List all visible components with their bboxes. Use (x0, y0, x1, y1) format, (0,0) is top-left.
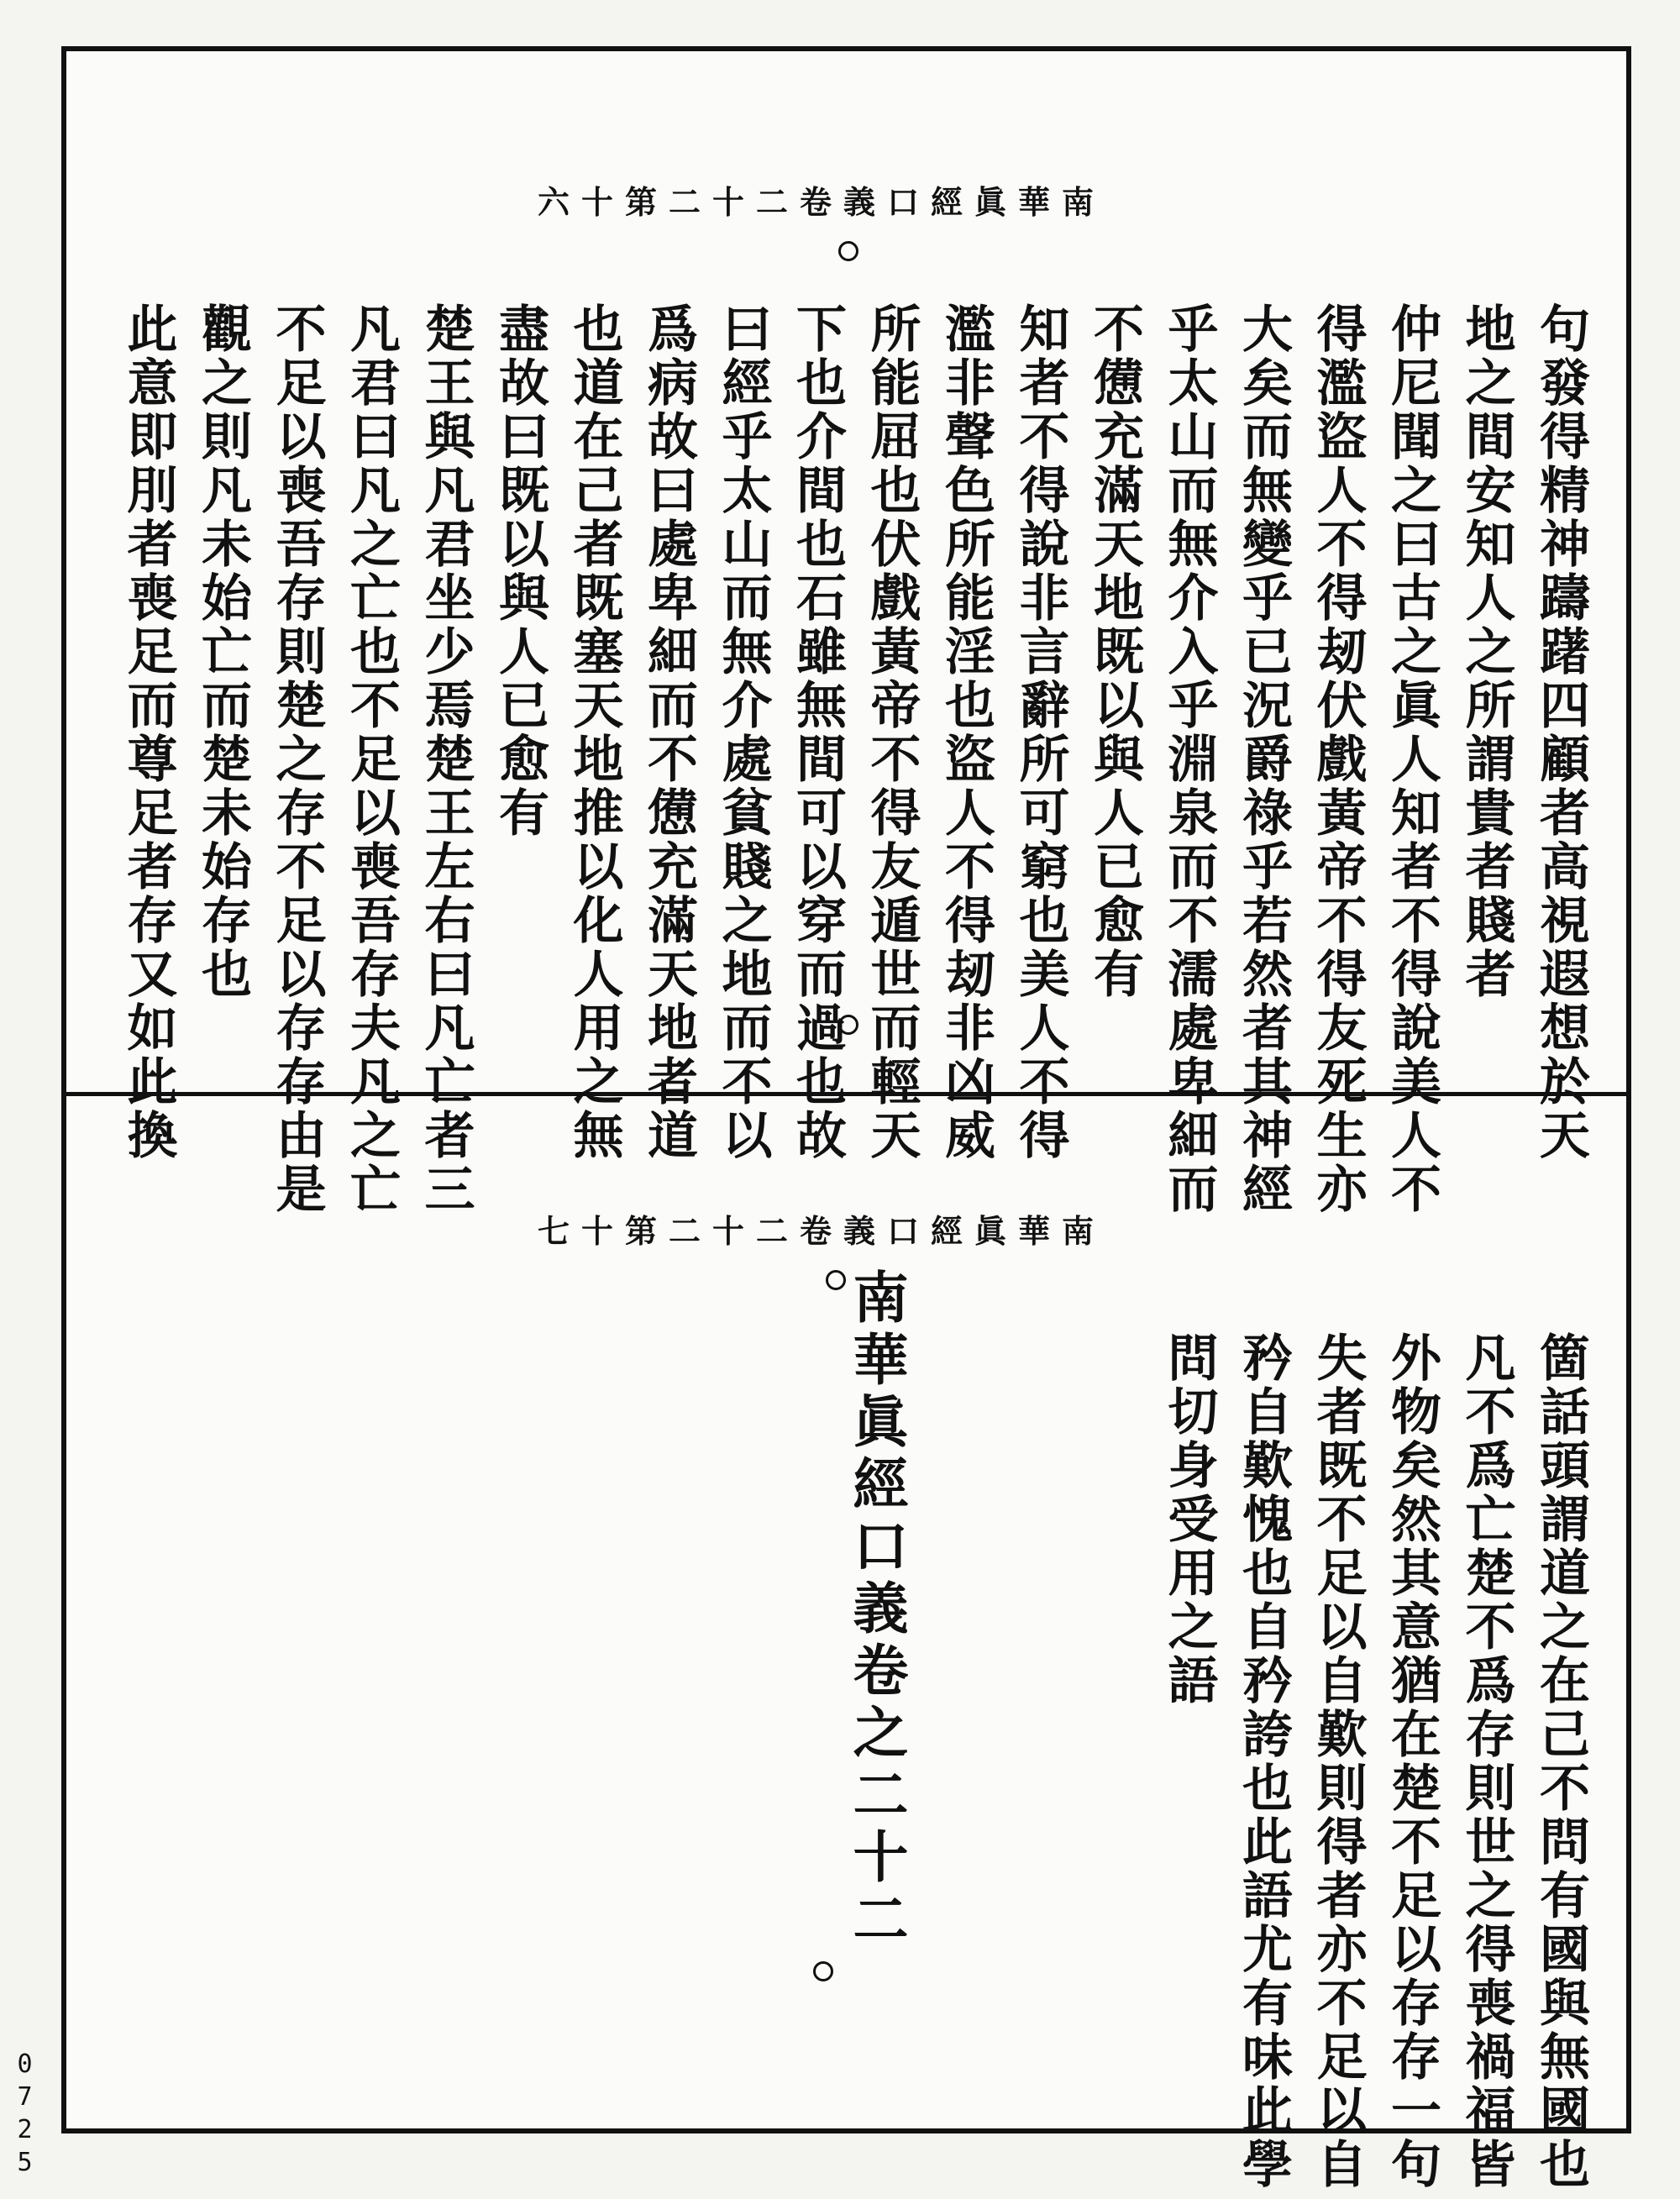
text-column: 曰經乎太山而無介處貧賤之地而不以 (713, 302, 773, 1162)
text-column: 凡不爲亡楚不爲存則世之得喪禍福皆 (1457, 1331, 1516, 2191)
lower-header: 南華眞經口義卷二十二第十七 (538, 1212, 1106, 1250)
text-column: 下也介間也石雖無間可以穿而過也故 (788, 302, 847, 1162)
text-column: 爲病故曰處卑細而不憊充滿天地者道 (639, 302, 698, 1162)
text-column: 所能屈也伏戲黃帝不得友遁世而輕天 (862, 302, 921, 1162)
text-column: 凡君曰凡之亡也不足以喪吾存夫凡之亡 (342, 302, 401, 1216)
text-column: 也道在己者既塞天地推以化人用之無 (564, 302, 624, 1162)
text-column: 不憊充滿天地既以與人已愈有 (1085, 302, 1144, 1001)
text-column: 問切身受用之語 (1159, 1331, 1219, 1708)
text-column: 不足以喪吾存則楚之存不足以存存由是 (267, 302, 327, 1216)
text-column: 乎太山而無介入乎淵泉而不濡處卑細而 (1159, 302, 1219, 1216)
text-column: 大矣而無變乎已況爵祿乎若然者其神經 (1234, 302, 1293, 1216)
upper-header: 南華眞經口義卷二十二第十六 (538, 183, 1106, 221)
text-column: 地之間安知人之所謂貴者賤者 (1457, 302, 1516, 1001)
paragraph-mark-circle (838, 241, 858, 261)
text-column: 得濫盜人不得刼伏戲黃帝不得友死生亦 (1308, 302, 1368, 1216)
text-column: 觀之則凡未始亡而楚未始存也 (193, 302, 252, 1001)
text-column: 失者既不足以自歎則得者亦不足以自 (1308, 1331, 1368, 2191)
text-column: 知者不得說非言辭所可窮也美人不得 (1011, 302, 1070, 1162)
text-column: 外物矣然其意猶在楚不足以存存一句 (1383, 1331, 1441, 2191)
text-column: 楚王與凡君坐少焉楚王左右曰凡亡者三 (416, 302, 475, 1216)
closing-title: 南華眞經口義卷之二十二 (843, 1268, 909, 1952)
text-column: 盡故曰既以與人已愈有 (491, 302, 549, 840)
text-column: 仲尼聞之曰古之眞人知者不得說美人不 (1383, 302, 1441, 1216)
text-column: 箇話頭謂道之在己不問有國與無國也 (1531, 1331, 1590, 2191)
paragraph-mark-circle (813, 1961, 833, 1981)
text-column: 濫非聲色所能淫也盜人不得刼非凶威 (937, 302, 995, 1162)
text-column: 此意即刖者喪足而尊足者存又如此換 (118, 302, 178, 1162)
text-column: 矜自歎愧也自矜誇也此語尤有味此學 (1234, 1331, 1293, 2191)
page-number: 0725 (10, 2049, 39, 2181)
text-column: 句發得精神躊躇四顧者高視遐想於天 (1531, 302, 1590, 1162)
